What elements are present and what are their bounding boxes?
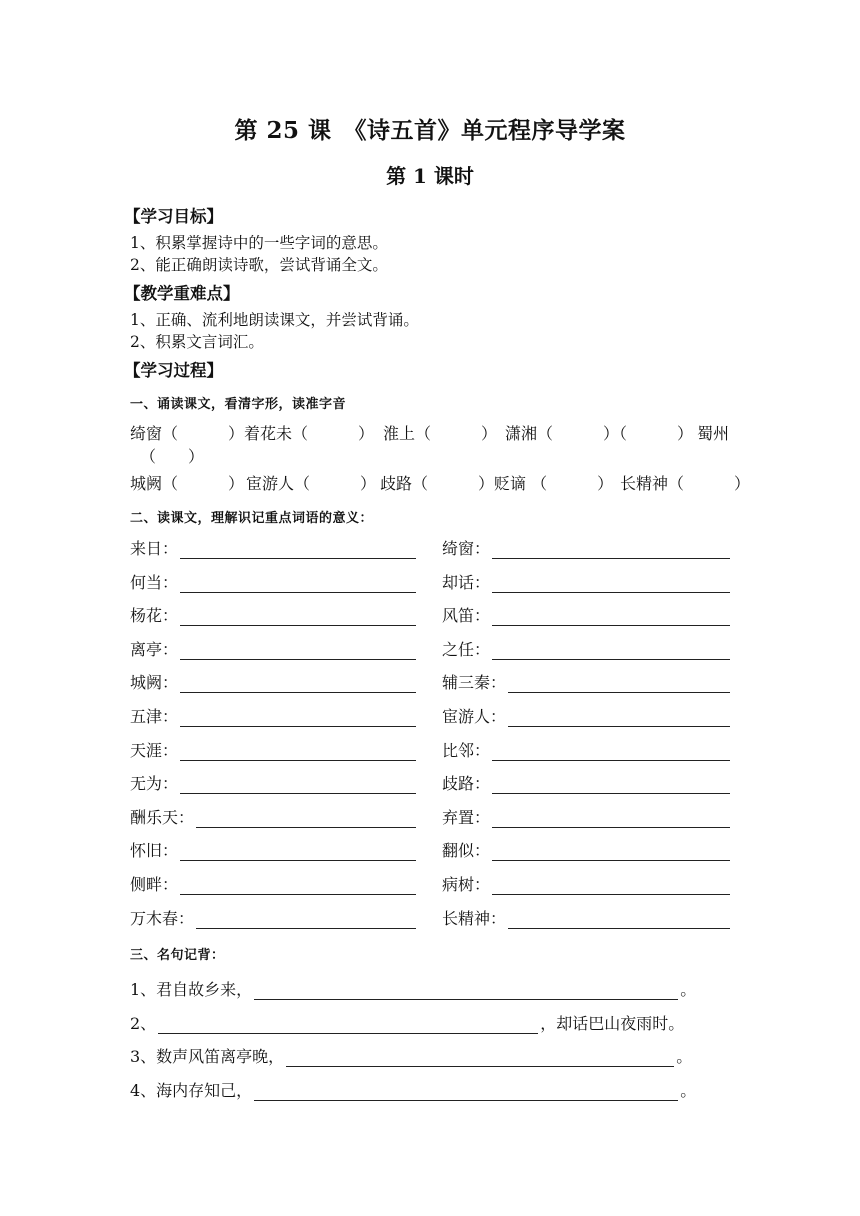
pronunciation-item: 淮上（ ） bbox=[383, 424, 498, 443]
vocabulary-term: 酬乐天： bbox=[130, 807, 195, 827]
vocabulary-item bbox=[442, 873, 730, 895]
pronunciation-item: 歧路（ ） bbox=[380, 474, 495, 493]
recitation-item: 3、数声风笛离亭晚， 。 bbox=[130, 1047, 693, 1066]
vocabulary-term: 辅三秦： bbox=[442, 673, 507, 693]
answer-blank[interactable] bbox=[180, 880, 416, 895]
section1-heading: 一、诵读课文，看清字形，读准字音 bbox=[130, 397, 347, 412]
vocabulary-item bbox=[442, 537, 730, 559]
vocabulary-row bbox=[0, 739, 860, 763]
vocabulary-item bbox=[442, 705, 730, 727]
key-point-item: 1、正确、流利地朗读课文，并尝试背诵。 bbox=[130, 311, 419, 329]
vocabulary-term: 病树： bbox=[442, 875, 491, 894]
answer-blank[interactable] bbox=[286, 1052, 674, 1067]
vocabulary-item bbox=[130, 873, 416, 895]
vocabulary-row bbox=[0, 604, 860, 628]
vocabulary-item bbox=[130, 638, 416, 660]
goals-heading: 【学习目标】 bbox=[124, 207, 223, 226]
pronunciation-item: 绮窗（ ） bbox=[130, 424, 245, 443]
vocabulary-term: 五津： bbox=[130, 707, 179, 726]
worksheet-page: 第 25 课 《诗五首》单元程序导学案 第 1 课时 【学习目标】 1、积累掌握诗中的一些字词的意思。 2、能正确朗读诗歌，尝试背诵全文。 【教学重难点】 1、正确、流利地朗读课文，并尝试背诵。 2、积累文言词汇。 【学习过程】 一、诵读课文，看清字形，读准字音 绮窗（ ） 着花未（ ） 淮上（ ） 潇湘（ ）（ ） 蜀州 （ ） 城阙（ ） 宦游人（ ） 歧路（ ） 贬谪 （ ） 长精神（ ） 二、读课文，理解识记重点词语的意义： 来日： 绮窗： 何当： 却话： 杨花： 风笛： 离亭： 之任： 城阙： 辅三秦： 五津： 宦游人： 天涯： 比邻： 无为： 歧路： 酬乐天： 弃置： 怀旧： 翻似： 侧畔： 病树： 万木春： 长精神： 三、名句记背： 1、君自故乡来， 。 2、 ，却话巴山夜雨时。 3、数声风笛离亭晚， 。 4、海内存知己， 。 bbox=[0, 0, 860, 1216]
answer-blank[interactable] bbox=[492, 746, 730, 761]
vocabulary-term: 何当： bbox=[130, 572, 179, 592]
answer-blank[interactable] bbox=[180, 645, 416, 660]
vocabulary-term: 无为： bbox=[130, 774, 179, 794]
recitation-item: 2、 ，却话巴山夜雨时。 bbox=[130, 1014, 685, 1033]
answer-blank[interactable] bbox=[180, 611, 416, 626]
vocabulary-term: 离亭： bbox=[130, 639, 179, 659]
key-points-heading: 【教学重难点】 bbox=[124, 284, 240, 303]
vocabulary-row bbox=[0, 772, 860, 796]
vocabulary-item bbox=[130, 705, 416, 727]
pronunciation-item: 贬谪 （ ） bbox=[494, 474, 614, 493]
recitation-item: 4、海内存知己， 。 bbox=[130, 1081, 697, 1100]
vocabulary-item bbox=[442, 571, 730, 593]
key-point-item: 2、积累文言词汇。 bbox=[130, 333, 264, 351]
answer-blank[interactable] bbox=[492, 779, 730, 794]
vocabulary-item bbox=[442, 671, 730, 693]
section2-heading: 二、读课文，理解识记重点词语的意义： bbox=[130, 511, 374, 526]
answer-blank[interactable] bbox=[180, 678, 416, 693]
answer-blank[interactable] bbox=[508, 914, 730, 929]
page-subtitle: 第 1 课时 bbox=[386, 164, 474, 188]
vocabulary-item bbox=[130, 839, 416, 861]
vocabulary-item bbox=[442, 638, 730, 660]
section3-heading: 三、名句记背： bbox=[130, 948, 225, 963]
answer-blank[interactable] bbox=[492, 645, 730, 660]
vocabulary-term: 歧路： bbox=[442, 774, 491, 794]
pronunciation-item: 城阙（ ） bbox=[130, 474, 245, 493]
vocabulary-item bbox=[130, 907, 416, 929]
vocabulary-term: 侧畔： bbox=[130, 875, 179, 894]
answer-blank[interactable] bbox=[180, 746, 416, 761]
answer-blank[interactable] bbox=[492, 813, 730, 828]
vocabulary-term: 怀旧： bbox=[130, 841, 179, 861]
answer-blank[interactable] bbox=[180, 578, 416, 593]
vocabulary-row bbox=[0, 671, 860, 695]
vocabulary-item bbox=[442, 604, 730, 626]
vocabulary-item bbox=[130, 806, 416, 828]
pronunciation-item: 宦游人（ ） bbox=[246, 474, 377, 493]
vocabulary-item bbox=[442, 739, 730, 761]
vocabulary-term: 城阙： bbox=[130, 673, 179, 693]
answer-blank[interactable] bbox=[492, 880, 730, 895]
vocabulary-term: 长精神： bbox=[442, 908, 507, 928]
vocabulary-row bbox=[0, 873, 860, 897]
pronunciation-item: 长精神（ ） bbox=[620, 474, 751, 493]
answer-blank[interactable] bbox=[254, 985, 678, 1000]
vocabulary-item bbox=[130, 604, 416, 626]
answer-blank[interactable] bbox=[492, 611, 730, 626]
vocabulary-row bbox=[0, 806, 860, 830]
vocabulary-term: 杨花： bbox=[130, 606, 179, 626]
vocabulary-item bbox=[130, 772, 416, 794]
vocabulary-term: 翻似： bbox=[442, 841, 491, 861]
answer-blank[interactable] bbox=[508, 678, 730, 693]
answer-blank[interactable] bbox=[508, 712, 730, 727]
vocabulary-row bbox=[0, 907, 860, 931]
vocabulary-term: 天涯： bbox=[130, 740, 179, 760]
vocabulary-row bbox=[0, 638, 860, 662]
answer-blank[interactable] bbox=[196, 914, 416, 929]
pronunciation-item: 潇湘（ ）（ ） bbox=[505, 424, 694, 443]
vocabulary-item bbox=[130, 739, 416, 761]
vocabulary-item bbox=[442, 772, 730, 794]
process-heading: 【学习过程】 bbox=[124, 361, 223, 380]
answer-blank[interactable] bbox=[180, 846, 416, 861]
vocabulary-term: 来日： bbox=[130, 539, 179, 558]
vocabulary-row bbox=[0, 839, 860, 863]
answer-blank[interactable] bbox=[158, 1019, 538, 1034]
vocabulary-term: 却话： bbox=[442, 572, 491, 592]
vocabulary-item bbox=[442, 839, 730, 861]
vocabulary-term: 之任： bbox=[442, 639, 491, 659]
goal-item: 2、能正确朗读诗歌，尝试背诵全文。 bbox=[130, 256, 388, 274]
recitation-item: 1、君自故乡来， 。 bbox=[130, 980, 697, 999]
answer-blank[interactable] bbox=[180, 544, 416, 559]
vocabulary-term: 宦游人： bbox=[442, 707, 507, 726]
page-title: 第 25 课 《诗五首》单元程序导学案 bbox=[234, 117, 626, 144]
pronunciation-item: 着花未（ ） bbox=[244, 424, 375, 443]
answer-blank[interactable] bbox=[254, 1086, 678, 1101]
answer-blank[interactable] bbox=[492, 578, 730, 593]
vocabulary-item bbox=[442, 907, 730, 929]
goal-item: 1、积累掌握诗中的一些字词的意思。 bbox=[130, 234, 388, 252]
answer-blank[interactable] bbox=[180, 779, 416, 794]
answer-blank[interactable] bbox=[492, 544, 730, 559]
pronunciation-item: 蜀州 bbox=[697, 424, 730, 443]
vocabulary-row bbox=[0, 705, 860, 729]
vocabulary-term: 绮窗： bbox=[442, 539, 491, 558]
vocabulary-term: 比邻： bbox=[442, 740, 491, 760]
vocabulary-term: 万木春： bbox=[130, 908, 195, 928]
vocabulary-term: 风笛： bbox=[442, 606, 491, 626]
vocabulary-item bbox=[442, 806, 730, 828]
vocabulary-term: 弃置： bbox=[442, 807, 491, 827]
answer-blank[interactable] bbox=[196, 813, 416, 828]
vocabulary-item bbox=[130, 537, 416, 559]
vocabulary-row bbox=[0, 537, 860, 561]
vocabulary-item bbox=[130, 571, 416, 593]
answer-blank[interactable] bbox=[180, 712, 416, 727]
vocabulary-row bbox=[0, 571, 860, 595]
vocabulary-item bbox=[130, 671, 416, 693]
answer-blank[interactable] bbox=[492, 846, 730, 861]
